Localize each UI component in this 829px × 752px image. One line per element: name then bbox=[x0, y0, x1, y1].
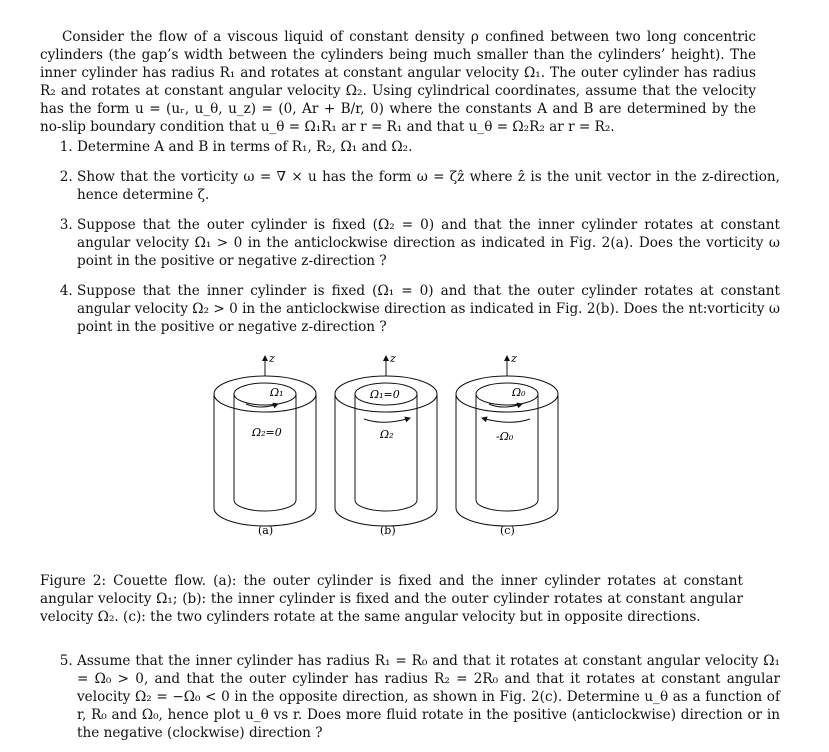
outer-cylinder bbox=[214, 394, 316, 526]
rotation-arrow bbox=[364, 418, 410, 422]
figure-2 bbox=[200, 348, 560, 544]
panel-label: (b) bbox=[380, 524, 396, 537]
question-5: 5. Assume that the inner cylinder has radius R₁ = R₀ and that it rotates at constant angular velocity Ω₁ = Ω₀ > 0, and that the outer cylinder has radius R₂ = 2R₀ and that it rotates at constant angular velocity Ω₂ = −Ω₀ < 0 in the opposite direction, as shown in Fig. 2(c). Determine u_θ as a function of r, R₀ and Ω₀, hence plot u_θ vs r. Does more fluid rotate in the positive (anticlockwise) direction or in the negative (clockwise) direction ? bbox=[77, 652, 780, 742]
omega-top-label: Ω₁ bbox=[270, 386, 284, 399]
outer-rotation-arrow bbox=[482, 418, 530, 422]
omega-top-label: Ω₀ bbox=[512, 386, 526, 399]
question-list bbox=[40, 138, 780, 348]
panel-b bbox=[335, 352, 437, 537]
outer-cylinder bbox=[456, 394, 558, 526]
figure-caption: Figure 2: Couette flow. (a): the outer cylinder is fixed and the inner cylinder rotates at constant angular velocity Ω₁; (b): the inner cylinder is fixed and the outer cylinder rotates at constant angular velocity Ω₂. (c): the two cylinders rotate at the same angular velocity but in opposite directions. bbox=[40, 572, 743, 625]
panel-label: (a) bbox=[258, 524, 274, 537]
omega-bottom-label: Ω₂=0 bbox=[252, 426, 282, 439]
omega-top-label: Ω₁=0 bbox=[370, 388, 400, 401]
omega-bottom-label: Ω₂ bbox=[380, 428, 394, 441]
question-1: 1. Determine A and B in terms of R₁, R₂, Ω₁ and Ω₂. bbox=[77, 138, 780, 156]
inner-cylinder-top bbox=[234, 383, 296, 405]
panel-c bbox=[456, 352, 558, 537]
intro-paragraph: Consider the flow of a viscous liquid of constant density ρ confined between two long concentric cylinders (the gap’s width between the cylinders being much smaller than the cylinders’ height). The inner cylinder has radius R₁ and rotates at constant angular velocity Ω₁. The outer cylinder has radius R₂ and rotates at constant angular velocity Ω₂. Using cylindrical coordinates, assume that the velocity has the form u = (uᵣ, u_θ, u_z) = (0, Ar + B/r, 0) where the constants A and B are determined by the no-slip boundary condition that u_θ = Ω₁R₁ ar r = R₁ and that u_θ = Ω₂R₂ ar r = R₂. bbox=[40, 28, 756, 135]
z-axis-label: z bbox=[511, 352, 517, 365]
panel-a bbox=[214, 352, 316, 537]
z-axis-label: z bbox=[269, 352, 275, 365]
panel-label: (c) bbox=[500, 524, 515, 537]
question-3: 3. Suppose that the outer cylinder is fixed (Ω₂ = 0) and that the inner cylinder rotates at constant angular velocity Ω₁ > 0 in the anticlockwise direction as indicated in Fig. 2(a). Does the vorticity ω point in the positive or negative z-direction ? bbox=[77, 216, 780, 270]
inner-cylinder-top bbox=[476, 383, 538, 405]
z-axis-label: z bbox=[390, 352, 396, 365]
omega-bottom-label: -Ω₀ bbox=[496, 430, 514, 443]
question-4: 4. Suppose that the inner cylinder is fixed (Ω₁ = 0) and that the outer cylinder rotates at constant angular velocity Ω₂ > 0 in the anticlockwise direction as indicated in Fig. 2(b). Does the nt:vorticity ω point in the positive or negative z-direction ? bbox=[77, 282, 780, 336]
outer-cylinder bbox=[335, 394, 437, 526]
question-list-continued bbox=[40, 652, 780, 742]
question-2: 2. Show that the vorticity ω = ∇ × u has the form ω = ζẑ where ẑ is the unit vector in the z-direction, hence determine ζ. bbox=[77, 168, 780, 204]
couette-figure-svg bbox=[200, 348, 560, 544]
